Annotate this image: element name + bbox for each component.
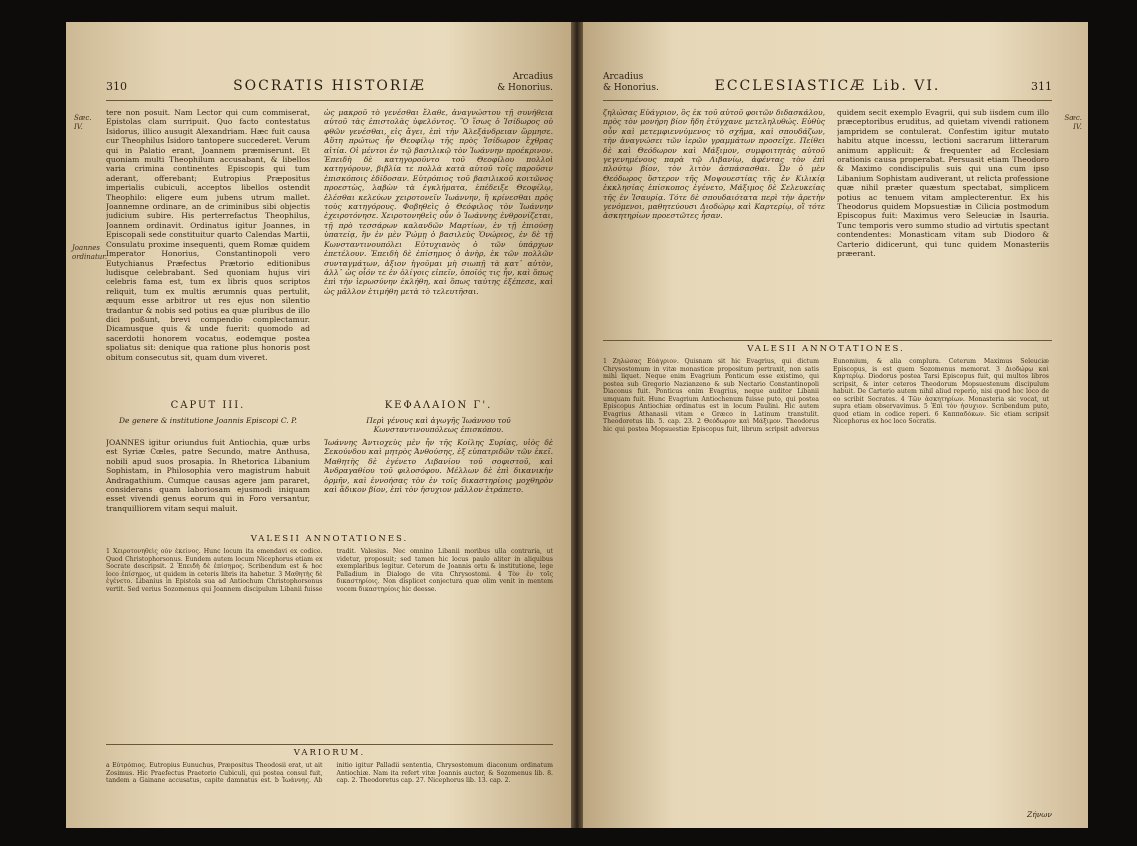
left-running-subtitle xyxy=(497,72,553,94)
book-spread xyxy=(66,22,1088,828)
right-head-rule xyxy=(603,100,1052,101)
right-running-head xyxy=(603,70,1052,100)
left-variorum-notes: a Εὐτρόπιος. Eutropius Eunuchus, Præpositus Theodosii erat, ut ait Zosimus. Hic Praefectus Praetorio Cubiculi, qui postea consul fuit, tandem a Gainane accusatus, capite damnatus est. b Ἰωάννης. Ab initio igitur Palladii sententia, Chrysostomum diaconum ordinatum Antiochiæ. Nam ita refert vitæ Joannis auctor, & Sozomenus lib. 8. cap. 2. Theodoretus cap. 27. Nicephorus lib. 13. cap. 2. xyxy=(106,762,553,784)
right-page-number: 311 xyxy=(1031,80,1052,93)
left-latin-column: tere non posuit. Nam Lector qui cum commiserat, Epistolas clam surripuit. Quo facto contestatus Isidorus, illico ausugit Alexandriam. Hæc fuit causa cur Theophilus Isidoro tantopere succederet. Verum qui in Palatio erant, Joannem præmiserunt. Et quoniam multi Theophilum accusabant, & libellos varia crimina continentes Episcopis qui tum aderant, offerebant; Eutropius Præpositus imperialis cubiculi, acceptos libellos ostendit Theophilo: eligere eum jubens utrum mallet. Joannemne ordinare, an de criminibus sibi objectis judicium subire. His perterrefactus Theophilus, Joannem ordinavit. Ordinatus igitur Joannes, in Episcopali sede constituitur quarto Calendas Martii, Consulatu proxime insequenti, quem Romæ quidem Imperator Honorius, Constantinopoli vero Eutychianus Præfectus Prætorio editionibus ludisque celebrabant. Sed quoniam hujus viri celebris fama est, tum ex libris quos scriptos reliquit, tum ex multis ærumnis quas pertulit, æquum esse arbitror ut res ejus non silentio tradantur & nobis sed potius ea quæ pluribus de illo dici poßunt, brevi compendio complectamur. Dicamusque quis & unde fuerit: quomodo ad sacerdotii honorem vocatus, eodemque postea spoliatus sit: denique qua ratione plus honoris post obitum consecutus sit, quam dum viveret. xyxy=(106,108,310,362)
left-variorum-heading: VARIORUM. xyxy=(293,748,366,758)
right-margin-saeculum: Sæc. IV. xyxy=(1064,114,1082,131)
left-head-rule xyxy=(106,100,553,101)
left-greek-column-2: Ἰωάννης Ἀντιοχεὺς μὲν ἦν τῆς Κοίλης Συρίας, υἱὸς δὲ Σεκούνδου καὶ μητρὸς Ἀνθούσης, ἐξ εὐπατριδῶν τῶν ἐκεῖ. Μαθητὴς δὲ ἐγένετο Λιβανίου τοῦ σοφιστοῦ, καὶ Ἀνδραγαθίου τοῦ φιλοσόφου. Μέλλων δὲ ἐπὶ δικανικὴν ὁρμῆν, καὶ ἐννοήσας τὸν ἐν τοῖς δικαστηρίοις μοχθηρὸν καὶ ἄδικον βίον, ἐπὶ τὸν ἡσυχιον μᾶλλον ἐτράπετο. xyxy=(324,438,553,495)
right-greek-column: ζηλώσας Εὐάγριον, ὃς ἐκ τοῦ αὐτοῦ φοιτῶν διδασκάλου, πρὸς τὸν μονήρη βίον ἤδη ἐτύγχανε μετεληλυθώς. Εὐθὺς οὖν καὶ μετεμφιεννύμενος τὸ σχῆμα, καὶ σπουδάζων, τὴν ἀναγνώσει τῶν ἱερῶν γραμμάτων προσεῖχε. Πείθει δὲ καὶ Θεόδωρον καὶ Μάξιμον, συμφοιτητὰς αὐτοῦ γεγενημένους παρὰ τῷ Λιβανίῳ, ἀφέντας τὸν ἐπὶ πλούτῳ βίον, τὸν λιτὸν ἀσπάσασθαι. Ὧν ὁ μὲν Θεόδωρος ὕστερον τῆς Μοψουεστίας τῆς ἐν Κιλικίᾳ ἐκκλησίας ἐπίσκοπος ἐγένετο, Μάξιμος δὲ Σελευκείας τῆς ἐν Ἰσαυρίᾳ. Τότε δὲ σπουδαιότατα περὶ τὴν ἀρετὴν γενόμενοι, μαθητεύουσι Διοδώρῳ καὶ Καρτερίῳ, οἳ τότε ἀσκητηρίων προεστῶτες ἦσαν. xyxy=(603,108,825,221)
left-subtitle-line2: & Honorius. xyxy=(497,83,553,93)
left-chapter-summary-latin: De genere & institutione Joannis Episcopi C. P. xyxy=(119,416,297,425)
right-notes-rule xyxy=(603,340,1052,341)
right-subtitle-line1: Arcadius xyxy=(603,72,644,82)
book-gutter xyxy=(571,22,583,828)
left-variorum-rule xyxy=(106,744,553,745)
right-notes: 1 Ζηλώσας Εὐάγριον. Quisnam sit hic Evagrius, qui dictum Chrysostomum in vitæ monasticæ propositum pertraxit, non satis mihi liquet. Neque enim Evagrium Ponticum esse existimo, qui postea sub Gregorio Nazianzeno & sub Nectario Constantinopoli Diaconus fuit. Ponticus enim Evagrius, neque auditor Libanii umquam fuit. Hunc Evagrium Antiochenum fuisse puto, qui postea Episcopus Antiochiæ ordinatus est in locum Paulini. Hic autem Evagrius Athanasii vitam e Græco in Latinum transtulit. Theodoretus lib. 5. cap. 23. 2 Θεόδωρον καὶ Μάξιμον. Theodorus hic qui postea Mopsuestiæ Episcopus fuit, librum scripsit adversus Eunomium, & alia complura. Ceterum Maximus Seleuciæ Episcopus, is est quem Sozomenus memorat. 3 Διοδώρῳ καὶ Καρτερίῳ. Diodorus postea Tarsi Episcopus fuit, qui multos libros scripsit, & inter ceteros Theodorum Mopsuestenum discipulum habuit. De Carterio autem nihil aliud reperio, nisi quod hoc loco de eo scribit Socrates. 4 Τῶν ἀσκητηρίων. Monasteria sic vocat, ut supra etiam observavimus. 5 Ἐπὶ τὸν ἡσυχιον. Scribendum puto, quod etiam in codice reperi. 6 Καππαδόκων. Sic etiam scripsit Nicephorus ex hoc loco Socratis. xyxy=(603,358,1049,433)
left-subtitle-line1: Arcadius xyxy=(512,72,553,82)
right-running-title: ECCLESIASTICÆ Lib. VI. xyxy=(714,78,941,94)
right-latin-column: quidem secit exemplo Evagrii, qui sub iisdem cum illo præceptoribus eruditus, ad quietam vivendi rationem jampridem se contulerat. Confestim igitur mutato habitu atque incessu, lectioni sacrarum litterarum animum applicuit: & frequenter ad Ecclesiam orationis causa properabat. Persuasit etiam Theodoro & Maximo condiscipulis suis qui una cum ipso Libanium Sophistam audiverant, ut relicta professione quæ nihil præter quæstum spectabat, simplicem potius ac tenuem vitam amplecterentur. Ex his Theodorus quidem Mopsuestiæ in Cilicia postmodum Episcopus fuit: Maximus vero Seleuciæ in Isauria. Tunc temporis vero summo studio ad virtutis spectant contendentes: Monasticam vitam sub Diodoro & Carterio didicerunt, qui tunc quidem Monasteriis præerant. xyxy=(837,108,1049,259)
left-chapter-summary-greek: Περὶ γένους καὶ ἀγωγῆς Ἰωάννου τοῦ Κωνσταντινουπόλεως ἐπισκόπου. xyxy=(366,416,511,434)
left-notes: 1 Χειροτονηθεὶς οὖν ἐκείνος. Hunc locum ita emendavi ex codice. Quod Christophorsonus. Eundem autem locum Nicephorus etiam ex Socrate descripsit. 2 Ἐπειδὴ δὲ ἐπίσημος. Scribendum est & hoc loco ἐπίσημος, ut quidem in ceteris libris ita habetur. 3 Μαθητὴς δὲ ἐγένετο. Libanius in Epistola sua ad Antiochum Christophorsonus vertit. Sed verius Sozomenus qui Joannem discipulum Libanii fuisse tradit. Valesius. Nec omnino Libanii moribus ulla contraria, ut videtur, proposuit; sed tamen hic locus paulo aliter in aliquibus exemplaribus legitur. Ceterum de Joannis ortu & institutione, lege Palladium in Dialogo de vita Chrysostomi. 4 Τὸν ἐν τοῖς δικαστηρίοις. Non displicet conjectura quæ olim venit in mentem vocem δικαστηρίοις hic deesse. xyxy=(106,548,553,593)
left-notes-heading: VALESII ANNOTATIONES. xyxy=(250,534,409,544)
left-margin-note: Joannes ordinatur. xyxy=(72,244,108,261)
left-running-title: SOCRATIS HISTORIÆ xyxy=(233,78,426,94)
left-running-head xyxy=(106,70,553,100)
left-greek-column: ὡς μακροῦ τὸ γενέσθαι ἔλαθε, ἀναγνώστου τῇ συνήθεια αὐτοῦ τὰς ἐπιστολὰς ὑφελόντος. Ὃ ἴσως ὁ Ἰσίδωρος οὐ φθῶν γενέσθαι, εἰς ἄγει, ἐπὶ τὴν Ἀλεξάνδρειαν ὥρμησε. Αὕτη πρώτως ἦν Θεοφίλῳ τῆς πρὸς Ἰσίδωρον ἔχθρας αἰτία. Οἱ μέντοι ἐν τῷ βασιλικῷ τὸν Ἰωάννην προέκρινον. Ἐπειδὴ δὲ κατηγοροῦντο τοῦ Θεοφίλου πολλοὶ κατηγόρουν, βιβλία τε πολλὰ κατὰ αὐτοῦ τοῖς παροῦσιν ἐπισκόποις ἐδίδοσαν. Εὐτρόπιος τοῦ βασιλικοῦ κοιτῶνος προεστὼς, λαβὼν τὰ ἐγκλήματα, ἐπέδειξε Θεοφίλῳ, ἑλέσθαι κελεύων χειροτονεῖν Ἰωάννην, ἢ κρίνεσθαι πρὸς τοὺς κατηγόρους. Φοβηθεὶς ὁ Θεόφιλος τὸν Ἰωάννην ἐχειροτόνησε. Χειροτονηθεὶς οὖν ὁ Ἰωάννης ἐνθρονίζεται, τῇ πρὸ τεσσάρων καλανδῶν Μαρτίων, ἐν τῇ ἐπιούσῃ ὑπατείᾳ, ἣν ἐν μὲν Ῥώμῃ ὁ βασιλεὺς Ὁνώριος, ἐν δὲ τῇ Κωνσταντινουπόλει Εὐτυχιανὸς ὁ τῶν ὑπάρχων ἐπετέλουν. Ἐπειδὴ δὲ ἐπίσημος ὁ ἀνὴρ, ἐκ τῶν πολλῶν συνταγμάτων, ἀξιον ἡγοῦμαι μὴ σιωπῇ τὰ κατ᾿ αὐτὸν, ἀλλ᾿ ὡς οἷόν τε ἐν ὀλίγοις εἰπεῖν, ὁποῖός τις ἦν, καὶ ὅπως ἐπὶ τὴν ἱερωσύνην ἐκλήθη, καὶ ὅπως ταύτης ἐξέπεσε, καὶ ὡς μᾶλλον ἐτιμήθη μετὰ τὸ τελευτῆσαι. xyxy=(324,108,553,296)
left-chapter-heading-greek: ΚΕΦΑΛΑΙΟΝ Γ'. xyxy=(384,400,493,411)
right-subtitle-line2: & Honorius. xyxy=(603,83,659,93)
left-margin-saeculum: Sæc. IV. xyxy=(74,114,92,131)
left-page xyxy=(66,22,571,828)
left-latin-column-2: JOANNES igitur oriundus fuit Antiochia, quæ urbs est Syriæ Cœles, patre Secundo, matre Anthusa, nobili apud suos prosapia. In Rhetorica Libanium Sophistam, in Philosophia vero magistrum habuit Andragathium. Cumque causas agere jam pararet, considerans quam laboriosam ejusmodi iniquam esset vivendi genus eorum qui in Foro versantur, tranquilliorem vitam sequi maluit. xyxy=(106,438,310,513)
right-page xyxy=(583,22,1088,828)
right-notes-heading: VALESII ANNOTATIONES. xyxy=(747,344,905,354)
left-page-number: 310 xyxy=(106,80,127,93)
right-catchword: Ζήνων xyxy=(1027,810,1052,819)
left-chapter-heading-latin: CAPUT III. xyxy=(170,400,246,411)
